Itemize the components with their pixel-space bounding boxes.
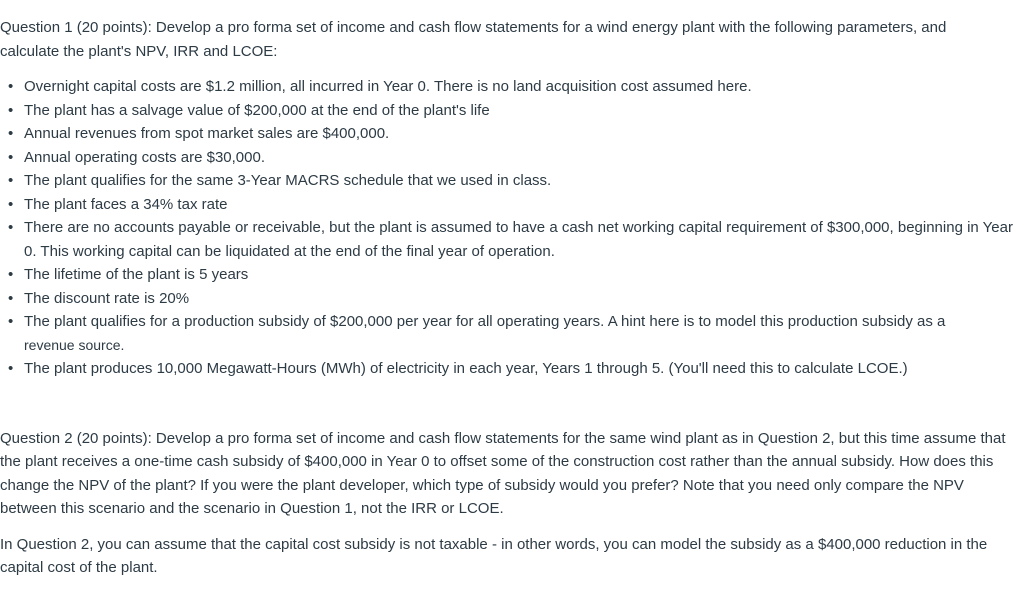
list-item: • The plant faces a 34% tax rate xyxy=(0,193,1014,217)
list-item: • The plant produces 10,000 Megawatt-Hours (MWh) of electricity in each year, Years 1 through 5. (You'll need this to calculate LCOE.) xyxy=(0,357,1014,381)
list-item: • The plant has a salvage value of $200,000 at the end of the plant's life xyxy=(0,99,1014,123)
list-item: • Overnight capital costs are $1.2 million, all incurred in Year 0. There is no land acquisition cost assumed here. xyxy=(0,75,1014,99)
question-2-text: Question 2 (20 points): Develop a pro forma set of income and cash flow statements for the same wind plant as in Question 2, but this time assume that the plant receives a one-time cash subsidy of $400,000 in Year 0 to offset some of the construction cost rather than the annual subsidy. How does this change the NPV of the plant? If you were the plant developer, which type of subsidy would you prefer? Note that you need only compare the NPV between this scenario and the scenario in Question 1, not the IRR or LCOE. xyxy=(0,429,1006,517)
list-item: • Annual operating costs are $30,000. xyxy=(0,146,1014,170)
list-item: • Annual revenues from spot market sales are $400,000. xyxy=(0,122,1014,146)
question-1-parameter-list xyxy=(0,75,1016,381)
document-body xyxy=(0,16,1016,580)
list-item: • There are no accounts payable or receivable, but the plant is assumed to have a cash net working capital requirement of $300,000, beginning in Year 0. This working capital can be liquidated at the end of the final year of operation. xyxy=(0,216,1014,263)
list-item-continuation: revenue source. xyxy=(24,336,125,353)
question-2-note: In Question 2, you can assume that the capital cost subsidy is not taxable - in other words, you can model the subsidy as a $400,000 reduction in the capital cost of the plant. xyxy=(0,535,988,576)
question-1-intro: Question 1 (20 points): Develop a pro forma set of income and cash flow statements for a wind energy plant with the following parameters, and calculate the plant's NPV, IRR and LCOE: xyxy=(0,19,947,60)
list-item: • The plant qualifies for the same 3-Year MACRS schedule that we used in class. xyxy=(0,169,1014,193)
list-item: • The lifetime of the plant is 5 years xyxy=(0,263,1014,287)
list-item-text: The plant qualifies for a production subsidy of $200,000 per year for all operating years. A hint here is to model this production subsidy as a xyxy=(24,313,946,330)
list-item: • The discount rate is 20% xyxy=(0,287,1014,311)
list-item-production-subsidy xyxy=(0,310,1014,357)
